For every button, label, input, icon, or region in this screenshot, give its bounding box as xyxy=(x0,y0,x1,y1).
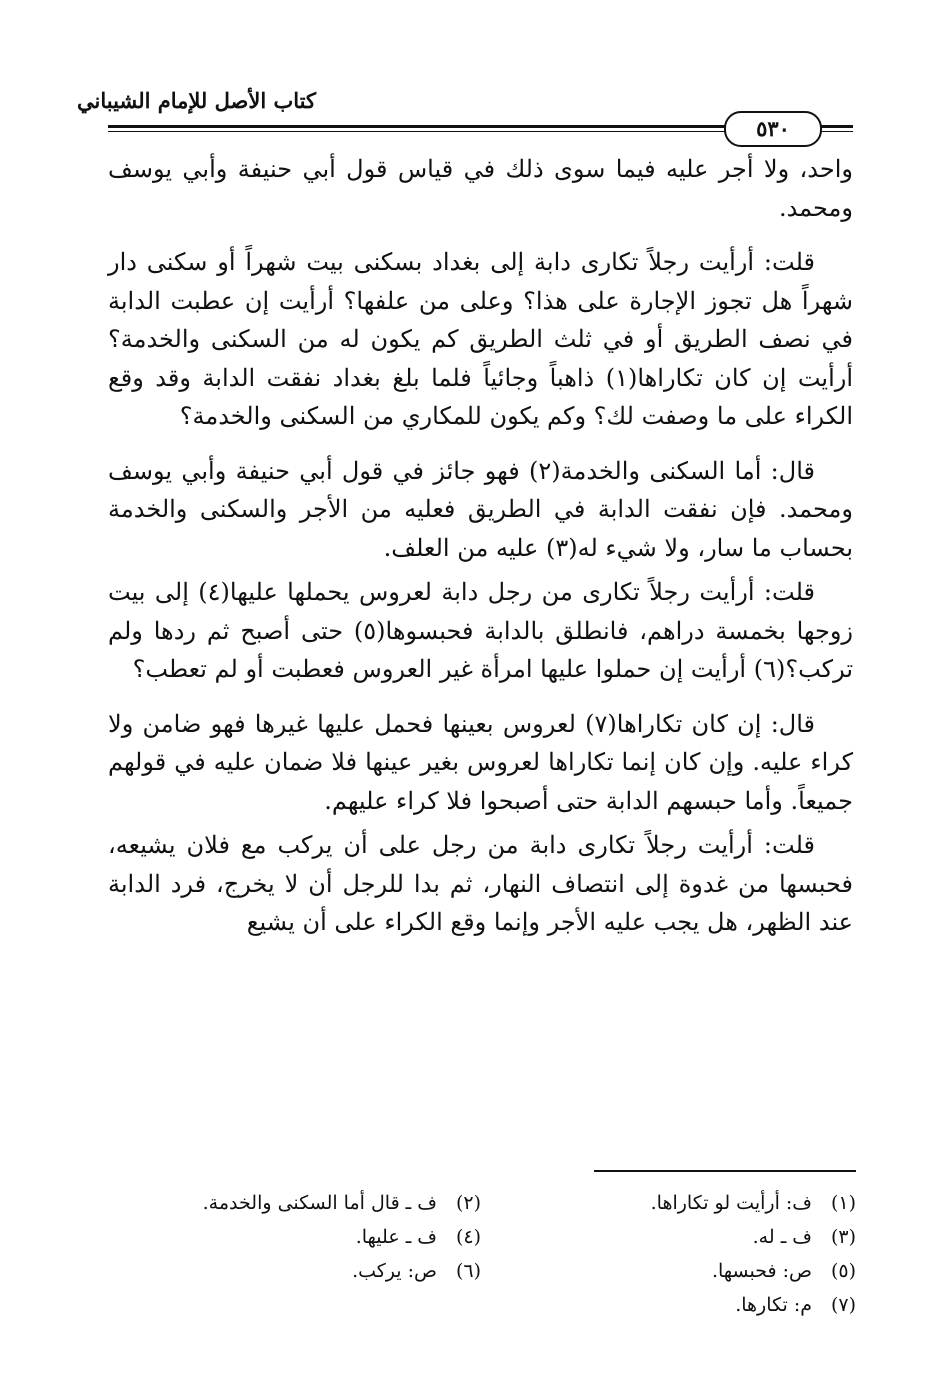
footnote-text: ف ـ له. xyxy=(752,1226,812,1248)
footnote-text: ف ـ عليها. xyxy=(355,1226,437,1248)
paragraph: قال: أما السكنى والخدمة(٢) فهو جائز في قول أبي حنيفة وأبي يوسف ومحمد. فإن نفقت الدابة في الطريق فعليه من الأجر والسكنى والخدمة بحساب ما سار، ولا شيء له(٣) عليه من العلف. xyxy=(108,456,853,562)
footnote-number: (٧) xyxy=(830,1294,856,1316)
page-number: ٥٣٠ xyxy=(724,111,822,147)
footnote-text: ص: يركب. xyxy=(352,1260,437,1282)
footnote-text: ص: فحبسها. xyxy=(711,1260,812,1282)
footnote xyxy=(484,1254,856,1288)
footnote-text: ف ـ قال أما السكنى والخدمة. xyxy=(202,1192,437,1214)
footnote-number: (٢) xyxy=(455,1192,481,1214)
running-header-title: كتاب الأصل للإمام الشيباني xyxy=(77,88,316,113)
paragraph: قلت: أرأيت رجلاً تكارى من رجل دابة لعروس يحملها عليها(٤) إلى بيت زوجها بخمسة دراهم، فانطلق بالدابة فحبسوها(٥) حتى أصبح ثم ردها ولم تركب؟(٦) أرأيت إن حملوا عليها امرأة غير العروس فعطبت أو لم تعطب؟ xyxy=(108,578,853,683)
footnote-number: (١) xyxy=(830,1192,856,1214)
paragraph: قلت: أرأيت رجلاً تكارى دابة من رجل على أن يركب مع فلان يشيعه، فحبسها من غدوة إلى انتصاف النهار، ثم بدا للرجل أن لا يخرج، فرد الدابة عند الظهر، هل يجب عليه الأجر وإنما وقع الكراء على أن يشيع xyxy=(108,831,853,936)
footnote-text: م: تكارها. xyxy=(735,1294,812,1316)
footnote-number: (٤) xyxy=(455,1226,481,1248)
footnote-separator xyxy=(594,1170,856,1172)
footnote xyxy=(484,1288,856,1322)
footnote-number: (٣) xyxy=(830,1226,856,1248)
footnote xyxy=(109,1254,481,1288)
footnote xyxy=(109,1220,481,1254)
footnote-number: (٦) xyxy=(455,1260,481,1282)
paragraph: قلت: أرأيت رجلاً تكارى دابة إلى بغداد بسكنى بيت شهراً أو سكنى دار شهراً هل تجوز الإجارة على هذا؟ وعلى من علفها؟ أرأيت إن عطبت الدابة في نصف الطريق أو في ثلث الطريق كم يكون له من السكنى والخدمة؟ أرأيت إن كان تكاراها(١) ذاهباً وجائياً فلما بلغ بغداد نفقت الدابة وقد وقع الكراء على ما وصفت لك؟ وكم يكون للمكاري من السكنى والخدمة؟ xyxy=(108,248,853,430)
footnotes-right-column xyxy=(484,1186,856,1322)
footnote xyxy=(109,1186,481,1220)
footnote xyxy=(484,1220,856,1254)
paragraph: قال: إن كان تكاراها(٧) لعروس بعينها فحمل عليها غيرها فهو ضامن ولا كراء عليه. وإن كان إنما تكاراها لعروس بغير عينها فلا ضمان عليه في قولهم جميعاً. وأما حبسهم الدابة حتى أصبحوا فلا كراء عليهم. xyxy=(108,709,853,815)
footnotes-left-column xyxy=(109,1186,481,1288)
footnote-text: ف: أرأيت لو تكاراها. xyxy=(650,1192,812,1214)
main-text-block xyxy=(108,150,853,942)
footnote xyxy=(484,1186,856,1220)
paragraph: واحد، ولا أجر عليه فيما سوى ذلك في قياس قول أبي حنيفة وأبي يوسف ومحمد. xyxy=(108,155,853,222)
footnote-number: (٥) xyxy=(830,1260,856,1282)
